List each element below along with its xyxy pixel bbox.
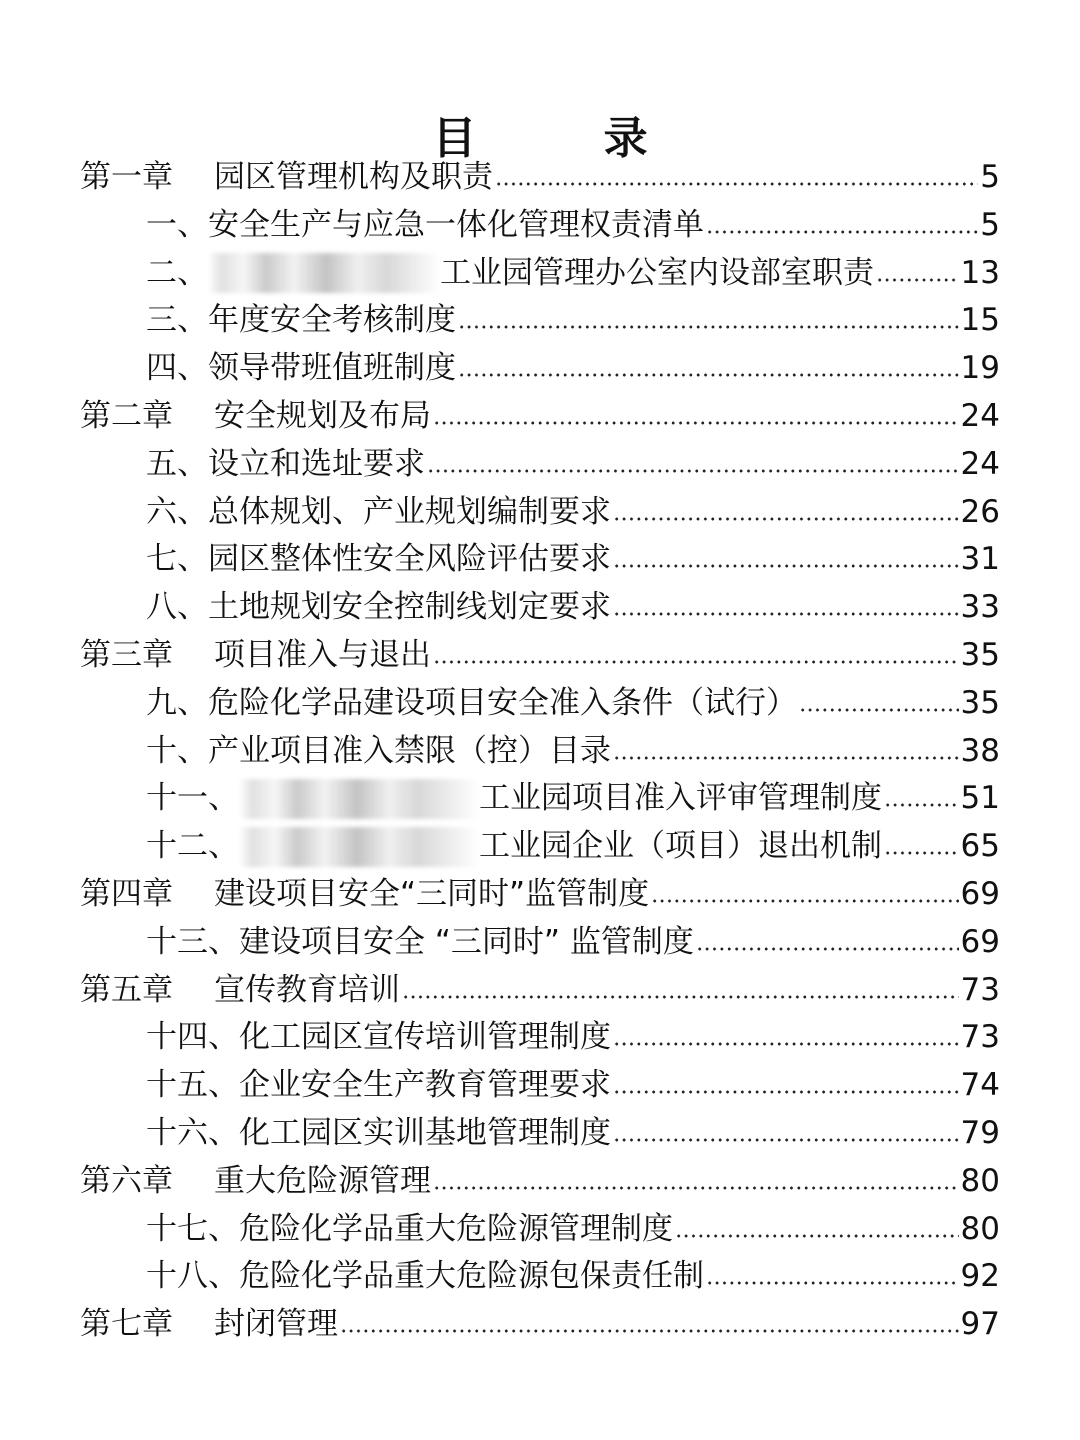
- redacted-text-blur: [239, 779, 479, 819]
- chapter-number: 第四章: [80, 875, 173, 912]
- chapter-number: 第二章: [80, 397, 173, 434]
- toc-entry-title: 建设项目安全“三同时”监管制度: [214, 875, 650, 912]
- section-number: 三、: [146, 302, 208, 339]
- toc-section-entry[interactable]: [80, 536, 1000, 584]
- toc-section-entry[interactable]: [80, 345, 1000, 393]
- toc-section-entry[interactable]: [80, 441, 1000, 489]
- page-number: 15: [960, 302, 1000, 339]
- toc-section-entry[interactable]: [80, 1062, 1000, 1110]
- section-number: 十六、: [146, 1114, 239, 1151]
- toc-section-entry[interactable]: [80, 823, 1000, 871]
- dot-leader: [458, 324, 959, 330]
- toc-entry-title: 设立和选址要求: [208, 445, 425, 482]
- toc-entry-title: 企业安全生产教育管理要求: [239, 1067, 611, 1104]
- toc-chapter-entry[interactable]: [80, 1301, 1000, 1349]
- toc-section-entry[interactable]: [80, 489, 1000, 537]
- section-number: 八、: [146, 589, 208, 626]
- toc-section-entry[interactable]: [80, 1110, 1000, 1158]
- toc-entry-title: 年度安全考核制度: [208, 302, 456, 339]
- section-number: 二、: [146, 254, 208, 291]
- dot-leader: [613, 1041, 959, 1047]
- dot-leader: [613, 755, 959, 761]
- toc-entry-title: 工业园项目准入评审管理制度: [479, 780, 882, 817]
- toc-entry-title: 项目准入与退出: [214, 636, 431, 673]
- page-number: 79: [960, 1114, 1000, 1151]
- section-number: 十、: [146, 732, 208, 769]
- page-number: 65: [960, 828, 1000, 865]
- page-number: 24: [960, 445, 1000, 482]
- toc-entry-title: 封闭管理: [214, 1306, 338, 1343]
- toc-section-entry[interactable]: [80, 202, 1000, 250]
- section-number: 十七、: [146, 1210, 239, 1247]
- redacted-text-blur: [239, 827, 479, 867]
- toc-entry-title: 土地规划安全控制线划定要求: [208, 589, 611, 626]
- section-number: 九、: [146, 684, 208, 721]
- toc-entry-title: 建设项目安全 “三同时” 监管制度: [239, 923, 694, 960]
- page-number: 19: [960, 350, 1000, 387]
- page-number: 13: [960, 254, 1000, 291]
- page-number: 33: [960, 589, 1000, 626]
- toc-section-entry[interactable]: [80, 919, 1000, 967]
- section-number: 五、: [146, 445, 208, 482]
- page-number: 38: [960, 732, 1000, 769]
- toc-chapter-entry[interactable]: [80, 1158, 1000, 1206]
- section-number: 十五、: [146, 1067, 239, 1104]
- section-number: 十二、: [146, 828, 239, 865]
- toc-entry-title: 重大危险源管理: [214, 1162, 431, 1199]
- toc-entry-title: 危险化学品重大危险源管理制度: [239, 1210, 673, 1247]
- redacted-text-blur: [208, 253, 440, 293]
- page-number: 80: [960, 1162, 1000, 1199]
- toc-entry-title: 工业园企业（项目）退出机制: [479, 828, 882, 865]
- page-number: 97: [960, 1306, 1000, 1343]
- dot-leader: [613, 516, 959, 522]
- page-number: 73: [960, 971, 1000, 1008]
- section-number: 十一、: [146, 780, 239, 817]
- dot-leader: [706, 229, 978, 235]
- dot-leader: [675, 1233, 959, 1239]
- section-number: 四、: [146, 350, 208, 387]
- dot-leader: [884, 850, 959, 856]
- toc-chapter-entry[interactable]: [80, 154, 1000, 202]
- toc-section-entry[interactable]: [80, 584, 1000, 632]
- toc-chapter-entry[interactable]: [80, 632, 1000, 680]
- dot-leader: [402, 994, 959, 1000]
- toc-entry-title: 安全规划及布局: [214, 397, 431, 434]
- toc-entry-title: 园区整体性安全风险评估要求: [208, 541, 611, 578]
- chapter-number: 第六章: [80, 1162, 173, 1199]
- toc-entry-title: 园区管理机构及职责: [214, 159, 493, 195]
- page-number: 69: [960, 875, 1000, 912]
- section-number: 十八、: [146, 1258, 239, 1295]
- toc-entry-title: 总体规划、产业规划编制要求: [208, 493, 611, 530]
- page-number: 80: [960, 1210, 1000, 1247]
- page-number: 35: [960, 684, 1000, 721]
- dot-leader: [433, 420, 959, 426]
- page-title: 目 录: [432, 113, 704, 165]
- toc-entry-title: 工业园管理办公室内设部室职责: [440, 254, 874, 291]
- section-number: 七、: [146, 541, 208, 578]
- dot-leader: [427, 468, 959, 474]
- toc-entry-title: 化工园区实训基地管理制度: [239, 1114, 611, 1151]
- toc-chapter-entry[interactable]: [80, 967, 1000, 1015]
- section-number: 十四、: [146, 1019, 239, 1056]
- section-number: 六、: [146, 493, 208, 530]
- toc-entry-title: 领导带班值班制度: [208, 350, 456, 387]
- page-number: 73: [960, 1019, 1000, 1056]
- page-number: 69: [960, 923, 1000, 960]
- dot-leader: [876, 277, 959, 283]
- dot-leader: [433, 659, 959, 665]
- toc-section-entry[interactable]: [80, 297, 1000, 345]
- dot-leader: [613, 611, 959, 617]
- dot-leader: [651, 898, 958, 904]
- page-number: 24: [960, 397, 1000, 434]
- chapter-number: 第一章: [80, 159, 173, 195]
- dot-leader: [799, 707, 959, 713]
- page-number: 31: [960, 541, 1000, 578]
- dot-leader: [433, 1185, 959, 1191]
- page-number: 26: [960, 493, 1000, 530]
- dot-leader: [613, 1089, 959, 1095]
- page-number: 5: [980, 206, 1000, 243]
- section-number: 十三、: [146, 923, 239, 960]
- dot-leader: [340, 1328, 959, 1334]
- toc-section-entry[interactable]: [80, 250, 1000, 298]
- chapter-number: 第五章: [80, 971, 173, 1008]
- toc-section-entry[interactable]: [80, 1253, 1000, 1301]
- dot-leader: [696, 946, 959, 952]
- toc-section-entry[interactable]: [80, 1014, 1000, 1062]
- toc-section-entry[interactable]: [80, 1206, 1000, 1254]
- chapter-number: 第七章: [80, 1306, 173, 1343]
- page-number: 35: [960, 636, 1000, 673]
- toc-section-entry[interactable]: [80, 728, 1000, 776]
- toc-section-entry[interactable]: [80, 775, 1000, 823]
- toc-entry-title: 危险化学品建设项目安全准入条件（试行）: [208, 684, 797, 721]
- toc-entry-title: 安全生产与应急一体化管理权责清单: [208, 206, 704, 243]
- page-number: 5: [980, 159, 1000, 195]
- toc-chapter-entry[interactable]: [80, 393, 1000, 441]
- chapter-number: 第三章: [80, 636, 173, 673]
- page-number: 51: [960, 780, 1000, 817]
- section-number: 一、: [146, 206, 208, 243]
- toc-entry-title: 产业项目准入禁限（控）目录: [208, 732, 611, 769]
- dot-leader: [706, 1280, 959, 1286]
- page-number: 74: [960, 1067, 1000, 1104]
- dot-leader: [495, 181, 978, 187]
- toc-entry-title: 化工园区宣传培训管理制度: [239, 1019, 611, 1056]
- dot-leader: [458, 372, 959, 378]
- toc-entry-title: 宣传教育培训: [214, 971, 400, 1008]
- dot-leader: [613, 563, 959, 569]
- dot-leader: [613, 1137, 959, 1143]
- dot-leader: [884, 802, 959, 808]
- toc-section-entry[interactable]: [80, 680, 1000, 728]
- toc-entry-title: 危险化学品重大危险源包保责任制: [239, 1258, 704, 1295]
- page-number: 92: [960, 1258, 1000, 1295]
- table-of-contents: [80, 154, 1000, 1349]
- toc-chapter-entry[interactable]: [80, 871, 1000, 919]
